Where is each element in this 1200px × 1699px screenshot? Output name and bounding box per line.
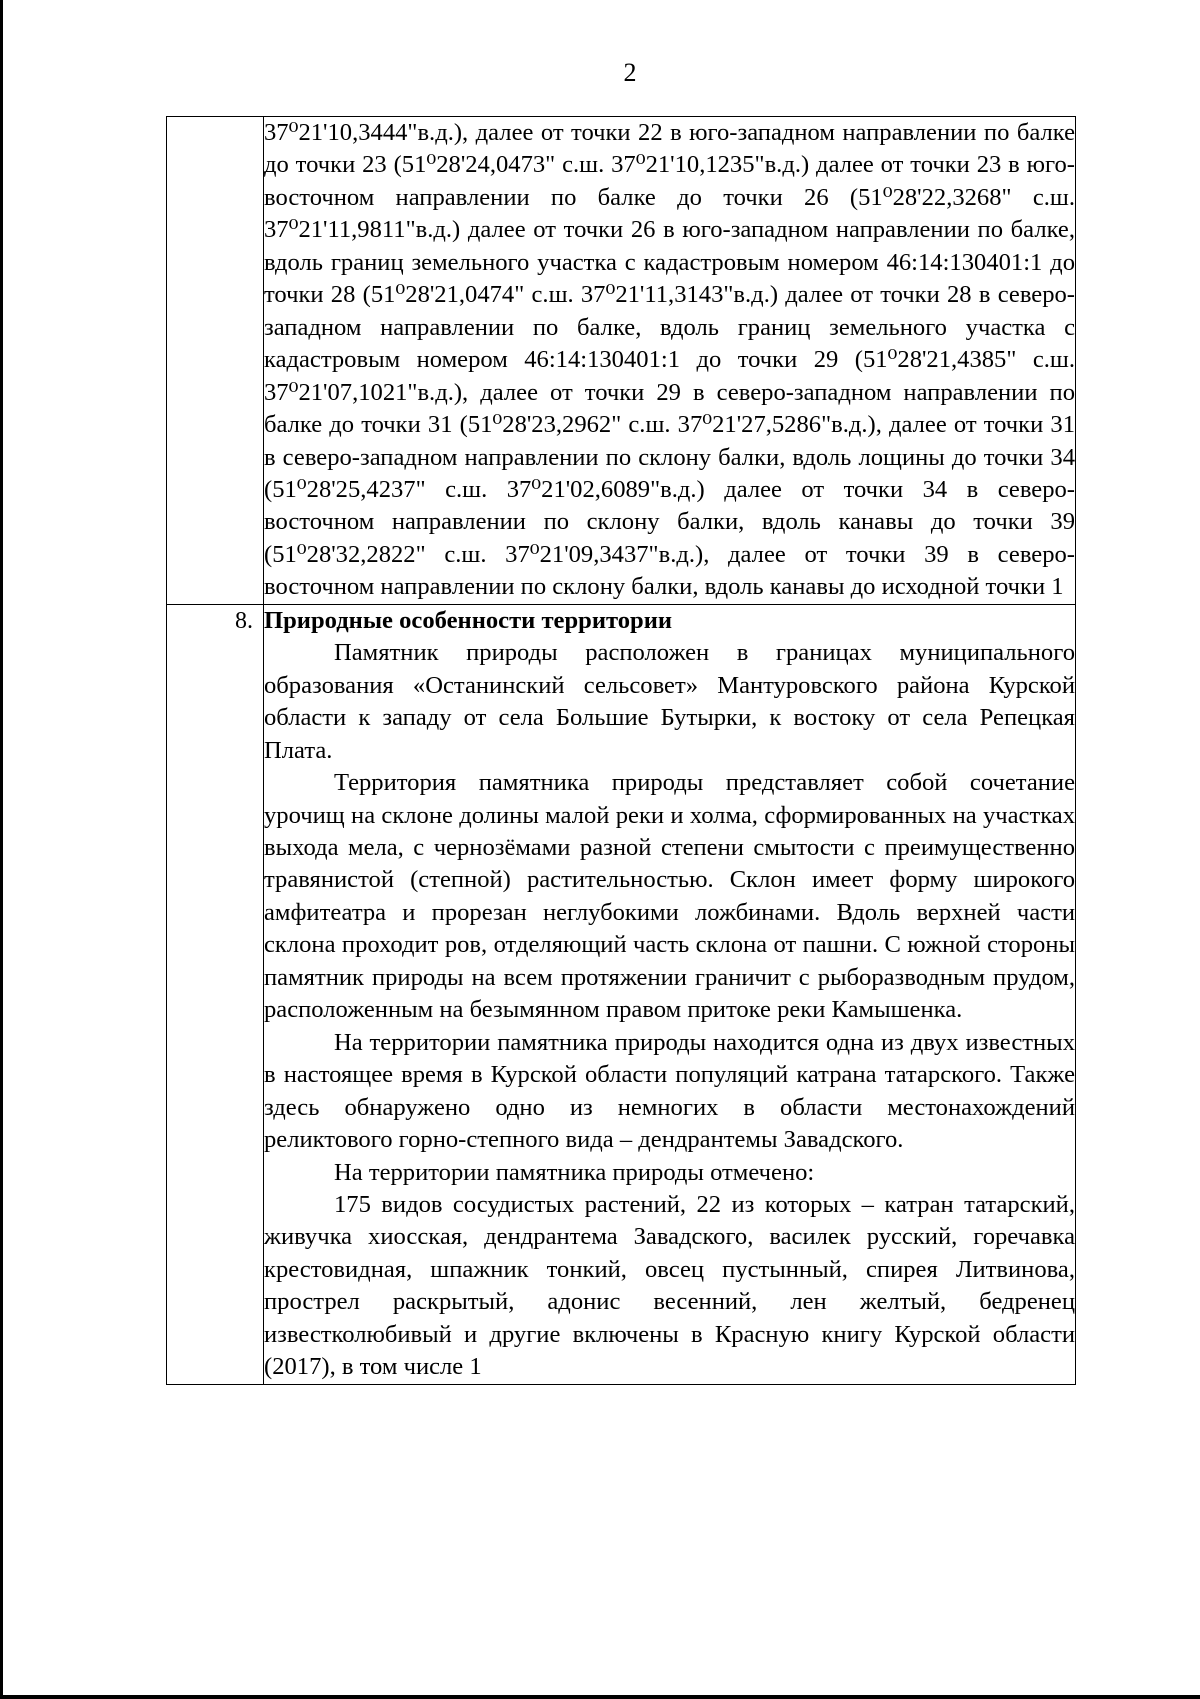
- document-table: [166, 116, 1076, 1385]
- row-number-cell: [167, 604, 264, 1384]
- table-row: [167, 117, 1076, 605]
- scan-bottom-edge: [0, 1695, 1200, 1699]
- row-number-cell: [167, 117, 264, 605]
- row-text-cell: [264, 604, 1076, 1384]
- page-number: 2: [623, 58, 637, 87]
- paragraph: Территория памятника природы представляет собой сочетание урочищ на склоне долины малой реки и холма, сформированных на участках выхода мела, с чернозёмами разной степени смытости с преимущественно травянистой (степной) растительностью. Склон имеет форму широкого амфитеатра и прорезан неглубокими ложбинами. Вдоль верхней части склона проходит ров, отделяющий часть склона от пашни. С южной стороны памятник природы на всем протяжении граничит с рыборазводным прудом, расположенным на безымянном правом притоке реки Камышенка.: [264, 769, 1075, 1024]
- paragraph: Памятник природы расположен в границах муниципального образования «Останинский сельсовет» Мантуровского района Курской области к западу от села Большие Бутырки, к востоку от села Репецкая Плата.: [264, 639, 1075, 764]
- row-text-cell: [264, 117, 1076, 605]
- paragraph: На территории памятника природы отмечено:: [334, 1158, 815, 1186]
- section-heading: Природные особенности территории: [264, 606, 673, 634]
- scan-left-edge: [0, 0, 3, 1699]
- paragraph: На территории памятника природы находится одна из двух известных в настоящее время в Курской области популяций катрана татарского. Также здесь обнаружено одно из немногих в области местонахождений реликтового горно-степного вида – дендрантемы Завадского.: [264, 1028, 1075, 1154]
- paragraph: 175 видов сосудистых растений, 22 из которых – катран татарский, живучка хиосская, дендрантема Завадского, василек русский, горечавка крестовидная, шпажник тонкий, овсец пустынный, спирея Литвинова, прострел раскрытый, адонис весенний, лен желтый, бедренец известколюбивый и другие включены в Красную книгу Курской области (2017), в том числе 1: [264, 1190, 1075, 1381]
- boundary-description: 37⁰21'10,3444"в.д.), далее от точки 22 в юго-западном направлении по балке до точки 23 (51⁰28'24,0473" с.ш. 37⁰21'10,1235"в.д.) далее от точки 23 в юго-восточном направлении по балке до точки 26 (51⁰28'22,3268" с.ш. 37⁰21'11,9811"в.д.) далее от точки 26 в юго-западном направлении по балке, вдоль границ земельного участка с кадастровым номером 46:14:130401:1 до точки 28 (51⁰28'21,0474" с.ш. 37⁰21'11,3143"в.д.) далее от точки 28 в северо-западном направлении по балке, вдоль границ земельного участка с кадастровым номером 46:14:130401:1 до точки 29 (51⁰28'21,4385" с.ш. 37⁰21'07,1021"в.д.), далее от точки 29 в северо-западном направлении по балке до точки 31 (51⁰28'23,2962" с.ш. 37⁰21'27,5286"в.д.), далее от точки 31 в северо-западном направлении по склону балки, вдоль лощины до точки 34 (51⁰28'25,4237" с.ш. 37⁰21'02,6089"в.д.) далее от точки 34 в северо-восточном направлении по склону балки, вдоль канавы до точки 39 (51⁰28'32,2822" с.ш. 37⁰21'09,3437"в.д.), далее от точки 39 в северо-восточном направлении по склону балки, вдоль канавы до исходной точки 1: [264, 119, 1075, 601]
- row-number: 8.: [235, 607, 253, 634]
- table-row: [167, 604, 1076, 1384]
